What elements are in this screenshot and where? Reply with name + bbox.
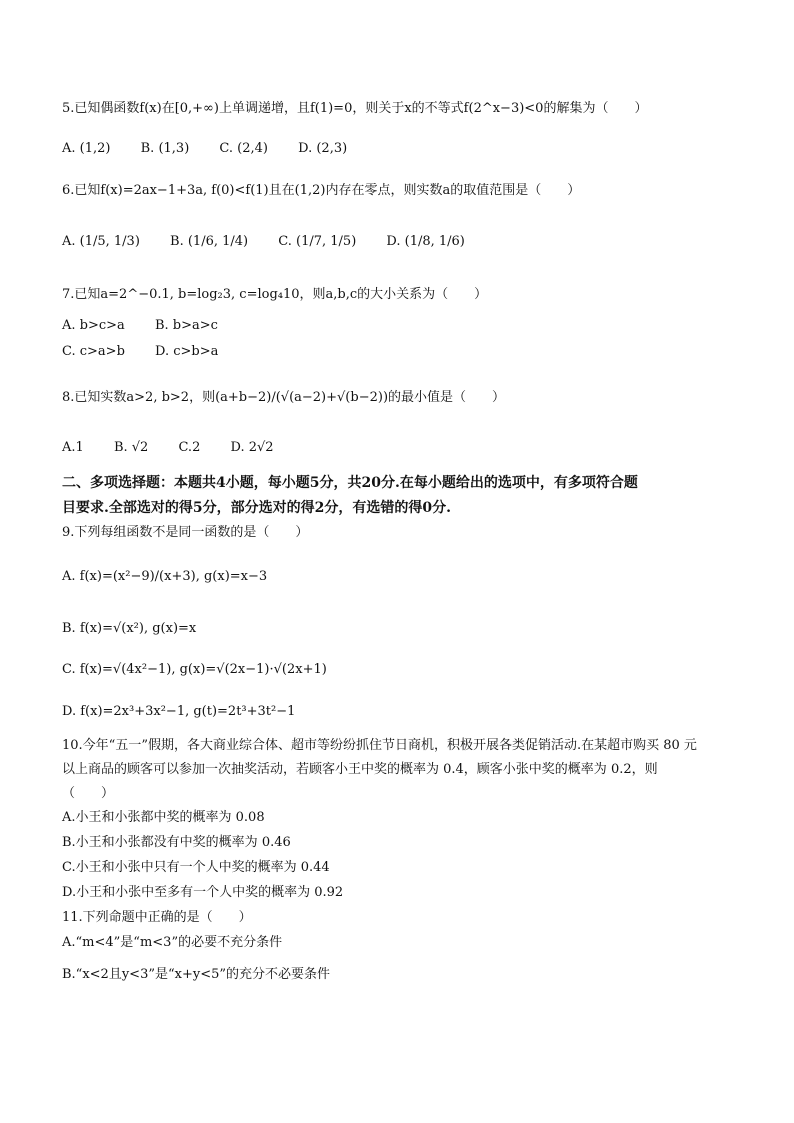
q6-options: [62, 234, 491, 249]
q6-option-b: B. (1/6, 1/4): [170, 234, 249, 249]
q8-option-a: A.1: [62, 440, 84, 455]
q9-option-b: B. f(x)=√(x²), g(x)=x: [62, 621, 197, 636]
q7-options-row2: [62, 344, 244, 359]
q9-option-d: D. f(x)=2x³+3x²−1, g(t)=2t³+3t²−1: [62, 704, 296, 719]
section2-heading-line1: 二、多项选择题：本题共4小题，每小题5分，共20分.在每小题给出的选项中，有多项符合题: [62, 475, 638, 491]
q8-option-c: C.2: [178, 440, 201, 455]
q7-option-b: B. b>a>c: [154, 318, 218, 333]
q6-stem-text: 6.已知f(x)=2ax−1+3a, f(0)<f(1)且在(1,2)内存在零点，则实数a的取值范围是（ ）: [62, 183, 581, 198]
q7-option-c: C. c>a>b: [62, 344, 125, 359]
q5-option-a: A. (1,2): [62, 141, 111, 156]
q11-stem: 11.下列命题中正确的是（ ）: [62, 910, 252, 925]
q10-stem-line2: 以上商品的顾客可以参加一次抽奖活动，若顾客小王中奖的概率为 0.4，顾客小张中奖的概率为 0.2，则: [62, 762, 658, 777]
q5-stem: [62, 100, 647, 118]
q5-option-d: D. (2,3): [298, 141, 348, 156]
q11-option-a: A.“m<4”是“m<3”的必要不充分条件: [62, 935, 283, 950]
q9-option-c: C. f(x)=√(4x²−1), g(x)=√(2x−1)·√(2x+1): [62, 662, 327, 677]
q8-options: [62, 440, 300, 455]
q5-option-c: C. (2,4): [219, 141, 268, 156]
q10-option-a: A.小王和小张都中奖的概率为 0.08: [62, 810, 265, 825]
q5-stem-text: 5.已知偶函数f(x)在[0,+∞)上单调递增，且f(1)=0，则关于x的不等式f(2^x−3)<0的解集为（ ）: [62, 101, 648, 116]
q8-stem-text: 8.已知实数a>2, b>2，则(a+b−2)/(√(a−2)+√(b−2))的最小值是（ ）: [62, 390, 506, 405]
q10-stem-line3: （ ）: [62, 786, 115, 801]
q6-option-c: C. (1/7, 1/5): [278, 234, 357, 249]
q5-option-b: B. (1,3): [140, 141, 190, 156]
q9-stem: 9.下列每组函数不是同一函数的是（ ）: [62, 525, 309, 540]
q11-option-b: B.“x<2且y<3”是“x+y<5”的充分不必要条件: [62, 967, 331, 982]
q7-stem: [62, 286, 487, 304]
q7-stem-text: 7.已知a=2^−0.1, b=log₂3, c=log₄10，则a,b,c的大小关系为（ ）: [62, 287, 488, 302]
q10-option-c: C.小王和小张中只有一个人中奖的概率为 0.44: [62, 860, 330, 875]
q6-option-a: A. (1/5, 1/3): [62, 234, 140, 249]
q10-option-b: B.小王和小张都没有中奖的概率为 0.46: [62, 835, 291, 850]
q10-stem-line1: 10.今年“五一”假期，各大商业综合体、超市等纷纷抓住节日商机，积极开展各类促销活动.在某超市购买 80 元: [62, 738, 697, 753]
q5-options: [62, 141, 373, 156]
q8-option-b: B. √2: [113, 440, 149, 455]
q7-options-row1: [62, 318, 244, 333]
section2-heading-line2: 目要求.全部选对的得5分，部分选对的得2分，有选错的得0分.: [62, 500, 451, 516]
q7-option-d: D. c>b>a: [155, 344, 219, 359]
q8-stem: [62, 389, 505, 407]
q6-stem: [62, 182, 580, 200]
q6-option-d: D. (1/8, 1/6): [386, 234, 465, 249]
q9-option-a: A. f(x)=(x²−9)/(x+3), g(x)=x−3: [62, 569, 268, 584]
q7-option-a: A. b>c>a: [62, 318, 125, 333]
q10-option-d: D.小王和小张中至多有一个人中奖的概率为 0.92: [62, 885, 344, 900]
q8-option-d: D. 2√2: [230, 440, 274, 455]
